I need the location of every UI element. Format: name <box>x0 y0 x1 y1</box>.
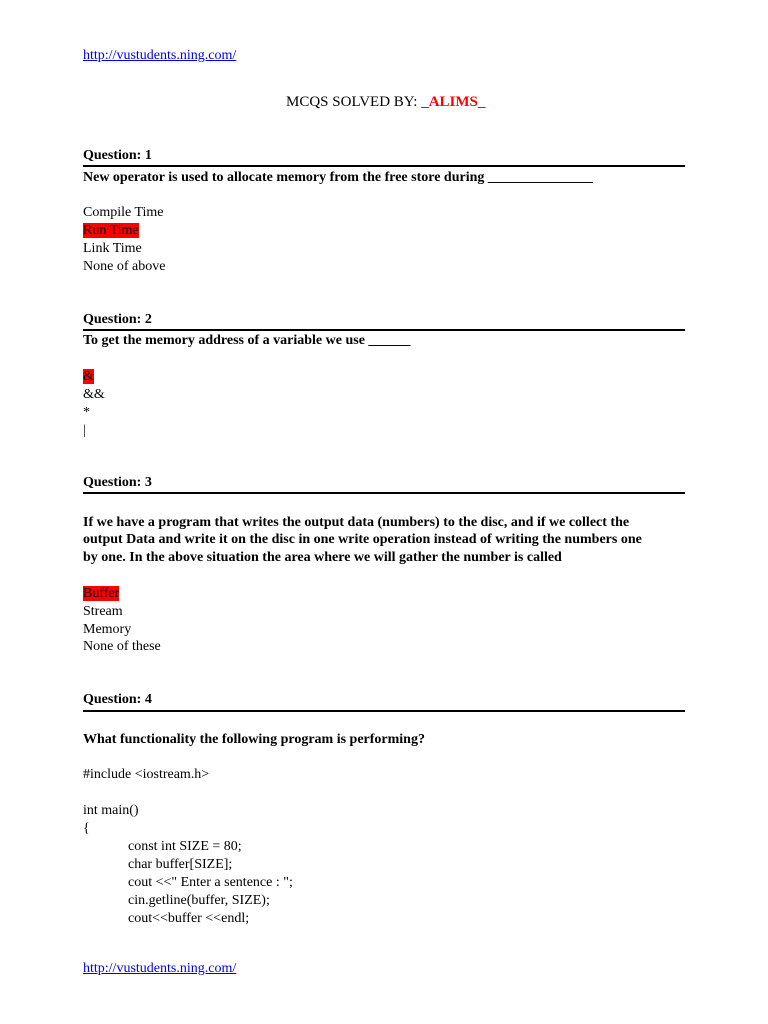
question-3-rule <box>83 492 685 494</box>
q1-option-4: None of above <box>83 259 166 274</box>
q3-option-3: Memory <box>83 622 132 637</box>
q2-option-4: | <box>83 423 86 438</box>
q1-option-1: Compile Time <box>83 205 164 220</box>
q2-option-2: && <box>83 387 105 402</box>
title-prefix: MCQS SOLVED BY: <box>286 94 422 110</box>
q3-option-1-correct: Buffer <box>83 586 120 601</box>
code-line-1: const int SIZE = 80; <box>128 839 242 854</box>
title-author: _ALIMS_ <box>421 94 486 110</box>
question-4-rule <box>83 710 685 712</box>
code-line-4: cin.getline(buffer, SIZE); <box>128 893 270 908</box>
question-1-text: New operator is used to allocate memory from the free store during _______________ <box>83 170 593 185</box>
q3-option-2: Stream <box>83 604 123 619</box>
page-title <box>286 94 485 111</box>
q2-option-3: * <box>83 405 90 420</box>
code-line-3: cout <<" Enter a sentence : "; <box>128 875 293 890</box>
code-open-brace: { <box>83 821 90 836</box>
question-1-heading: Question: 1 <box>83 148 152 163</box>
code-main: int main() <box>83 803 139 818</box>
code-line-5: cout<<buffer <<endl; <box>128 911 250 926</box>
code-line-2: char buffer[SIZE]; <box>128 857 233 872</box>
q2-option-1-correct: & <box>83 369 94 384</box>
footer-link[interactable]: http://vustudents.ning.com/ <box>83 961 237 976</box>
question-2-rule <box>83 329 685 331</box>
header-link[interactable]: http://vustudents.ning.com/ <box>83 48 237 63</box>
question-1-rule <box>83 165 685 167</box>
code-include: #include <iostream.h> <box>83 767 210 782</box>
question-4-text: What functionality the following program is performing? <box>83 732 425 747</box>
q3-option-4: None of these <box>83 639 161 654</box>
question-3-text-line-2: output Data and write it on the disc in one write operation instead of writing the numbers one <box>83 532 642 547</box>
question-2-text: To get the memory address of a variable we use ______ <box>83 333 411 348</box>
q1-option-3: Link Time <box>83 241 142 256</box>
question-4-heading: Question: 4 <box>83 692 152 707</box>
question-2-heading: Question: 2 <box>83 312 152 327</box>
question-3-text-line-3: by one. In the above situation the area where we will gather the number is called <box>83 550 562 565</box>
question-3-text-line-1: If we have a program that writes the output data (numbers) to the disc, and if we collect the <box>83 515 630 530</box>
q1-option-2-correct: Run Time <box>83 223 139 238</box>
question-3-heading: Question: 3 <box>83 475 152 490</box>
